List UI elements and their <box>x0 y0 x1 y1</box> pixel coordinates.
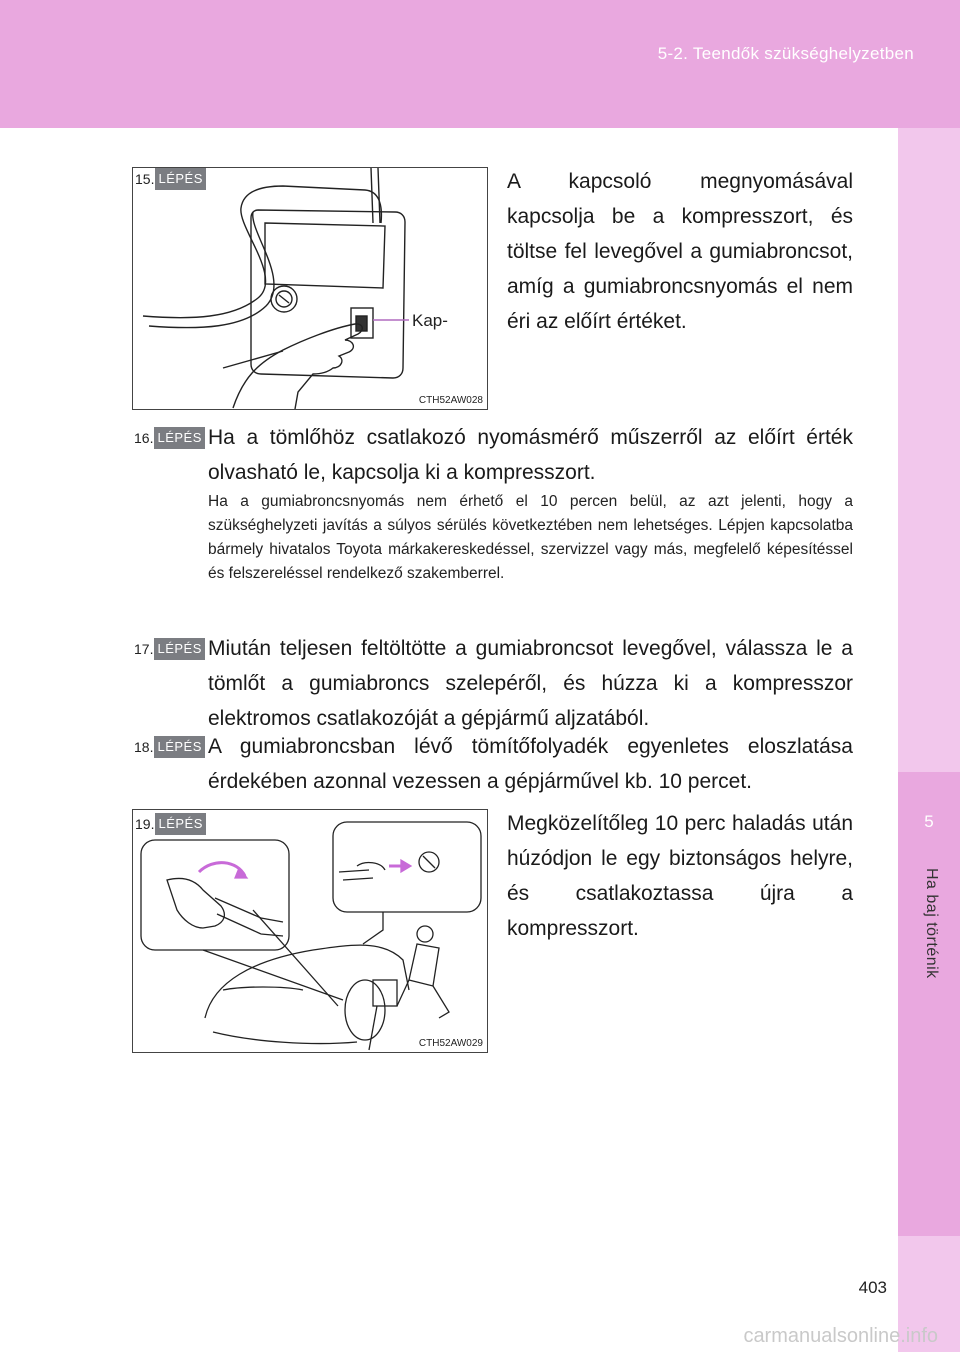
step-badge-19 <box>133 813 206 835</box>
figure-compressor-switch <box>132 167 488 410</box>
page-number: 403 <box>858 1278 887 1297</box>
figure-driving-reconnect <box>132 809 488 1053</box>
step-number: 18. <box>132 736 154 758</box>
switch-callout-label: Kap- <box>412 311 448 330</box>
chapter-title: Ha baj történik <box>923 868 940 979</box>
step-label: LÉPÉS <box>155 813 205 835</box>
step-16-body: Ha a tömlőhöz csatlakozó nyomásmérő műszerről az előírt érték olvasható le, kapcsolja ki a kompresszort. <box>208 426 853 484</box>
step-badge-16 <box>132 427 205 449</box>
figure-code: CTH52AW028 <box>418 395 483 406</box>
step-number: 16. <box>132 427 154 449</box>
header-band <box>0 0 960 128</box>
step-18-text: A gumiabroncsban lévő tömítőfolyadék egyenletes eloszlatása érdekében azonnal vezessen a gépjárművel kb. 10 percet. <box>208 735 853 793</box>
step-16-text <box>208 420 853 490</box>
watermark: carmanualsonline.info <box>743 1325 938 1347</box>
step-badge-15 <box>133 168 206 190</box>
step-16-note: Ha a gumiabroncsnyomás nem érhető el 10 percen belül, az azt jelenti, hogy a szükséghelyzeti javítás a súlyos sérülés következtében nem lehetséges. Lépjen kapcsolatba bármely hivatalos Toyota márkakereskedéssel, szervizzel vagy más, megfelelő képesítéssel és felszereléssel rendelkező szakemberrel. <box>208 493 853 582</box>
step-17-text: Miután teljesen feltöltötte a gumiabroncsot levegővel, válassza le a tömlőt a gumiabroncs szelepéről, és húzza ki a kompresszor elektromos csatlakozóját a gépjármű aljzatából. <box>208 637 853 730</box>
step-19-text: Megközelítőleg 10 perc haladás után húzódjon le egy biztonságos helyre, és csatlakoztassa újra a kompresszort. <box>507 812 853 940</box>
compressor-switch-illustration <box>133 168 487 409</box>
step-badge-17 <box>132 638 205 660</box>
step-number: 17. <box>132 638 154 660</box>
step-label: LÉPÉS <box>155 168 205 190</box>
step-label: LÉPÉS <box>154 638 204 660</box>
step-number: 15. <box>133 168 155 190</box>
step-label: LÉPÉS <box>154 736 204 758</box>
step-number: 19. <box>133 813 155 835</box>
step-badge-18 <box>132 736 205 758</box>
figure-code: CTH52AW029 <box>418 1038 483 1049</box>
side-tab-upper <box>898 128 960 772</box>
step-label: LÉPÉS <box>154 427 204 449</box>
step-15-text: A kapcsoló megnyomásával kapcsolja be a kompresszort, és töltse fel levegővel a gumiabroncsot, amíg a gumiabroncsnyomás el nem éri az előírt értéket. <box>507 170 853 333</box>
section-title: 5-2. Teendők szükséghelyzetben <box>657 44 914 63</box>
car-compressor-illustration <box>133 810 487 1052</box>
chapter-number: 5 <box>924 812 934 831</box>
